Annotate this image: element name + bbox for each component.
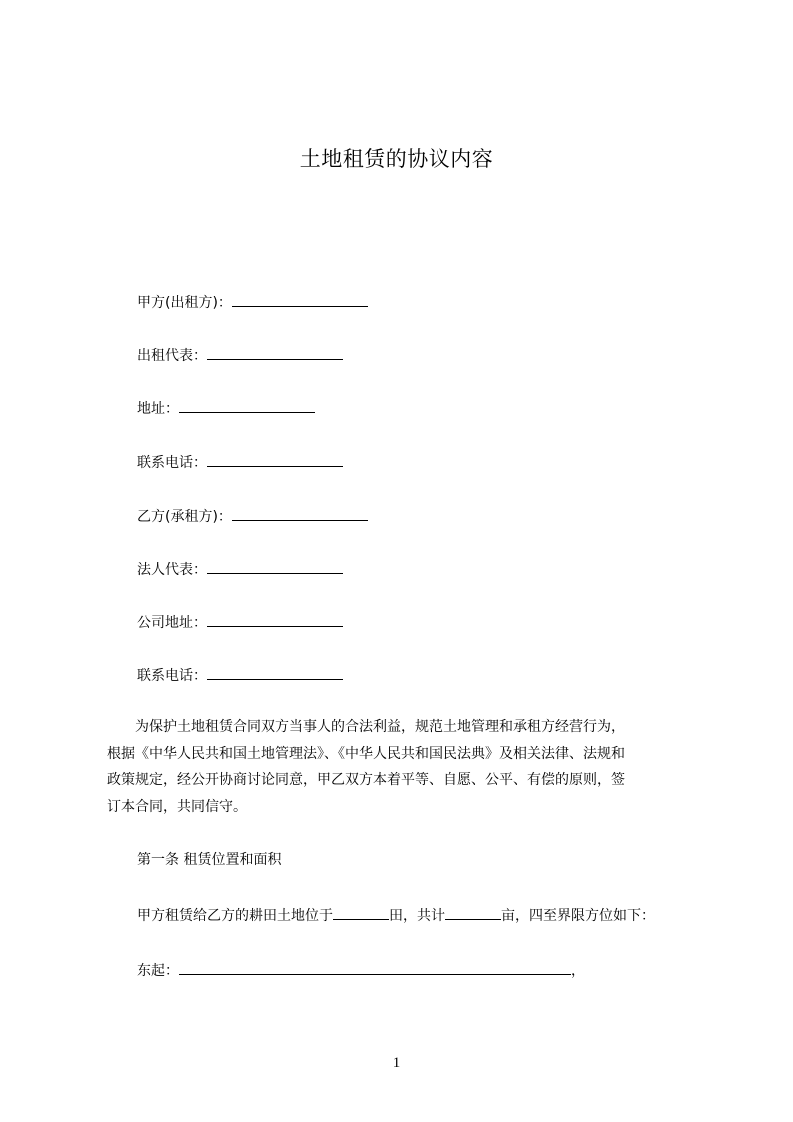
field-lessor-rep-label: 出租代表： <box>137 348 207 364</box>
field-phone-a-label: 联系电话： <box>137 455 207 471</box>
field-party-b-label: 乙方(承租方)： <box>137 509 232 525</box>
phone-a-blank[interactable] <box>207 452 343 467</box>
field-phone-b <box>137 665 343 686</box>
party-a-blank[interactable] <box>232 292 368 307</box>
legal-rep-blank[interactable] <box>207 559 343 574</box>
intro-paragraph <box>107 714 707 820</box>
field-lessor-rep <box>137 345 343 366</box>
intro-line: 政策规定，经公开协商讨论同意，甲乙双方本着平等、自愿、公平、有偿的原则，签 <box>107 772 625 788</box>
field-phone-b-label: 联系电话： <box>137 668 207 684</box>
field-address <box>137 398 315 419</box>
area-blank[interactable] <box>445 905 501 920</box>
intro-line: 订本合同，共同信守。 <box>107 798 247 815</box>
lessor-rep-blank[interactable] <box>207 345 343 360</box>
article-1-part2: 田，共计 <box>389 908 445 924</box>
phone-b-blank[interactable] <box>207 665 343 680</box>
field-party-a-label: 甲方(出租方)： <box>137 295 232 311</box>
field-legal-rep <box>137 559 343 580</box>
page-title: 土地租赁的协议内容 <box>299 147 494 171</box>
east-boundary-label: 东起： <box>137 963 179 979</box>
field-phone-a <box>137 452 343 473</box>
intro-line: 根据《中华人民共和国土地管理法》、《中华人民共和国民法典》及相关法律、法规和 <box>107 745 625 762</box>
party-b-blank[interactable] <box>232 506 368 521</box>
company-address-blank[interactable] <box>207 612 343 627</box>
article-1-sentence <box>137 905 655 926</box>
article-1-part3: 亩，四至界限方位如下： <box>501 908 655 924</box>
article-1-part1: 甲方租赁给乙方的耕田土地位于 <box>137 908 333 924</box>
article-1-heading: 第一条 租赁位置和面积 <box>137 852 282 868</box>
field-company-address-label: 公司地址： <box>137 615 207 631</box>
field-location-blank[interactable] <box>333 905 389 920</box>
field-legal-rep-label: 法人代表： <box>137 562 207 578</box>
east-boundary <box>137 960 585 981</box>
east-boundary-blank[interactable] <box>179 960 571 975</box>
field-party-a <box>137 292 368 313</box>
page-number: 1 <box>392 1055 401 1071</box>
address-blank[interactable] <box>179 398 315 413</box>
east-boundary-end: ， <box>571 963 585 979</box>
field-party-b <box>137 506 368 527</box>
intro-line: 为保护土地租赁合同双方当事人的合法利益，规范土地管理和承租方经营行为， <box>135 719 625 735</box>
field-company-address <box>137 612 343 633</box>
field-address-label: 地址： <box>137 401 179 417</box>
